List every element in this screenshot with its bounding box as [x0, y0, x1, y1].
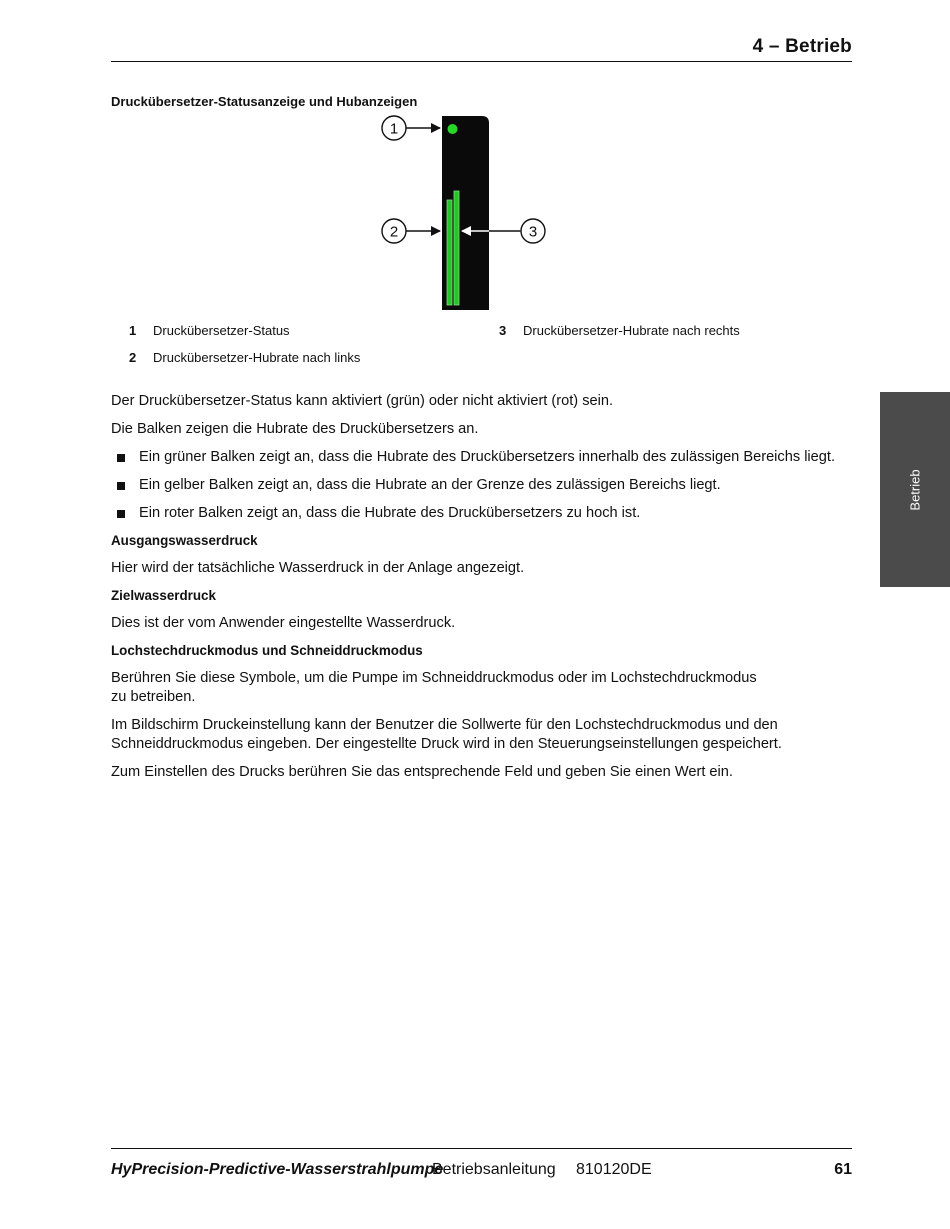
list-item	[111, 504, 852, 523]
paragraph-line: zu betreiben.	[111, 689, 196, 705]
left-stroke-bar	[447, 200, 452, 305]
heading-outlet-pressure: Ausgangswasserdruck	[111, 533, 258, 548]
legend-number: 1	[129, 323, 137, 338]
page-footer	[111, 1161, 852, 1183]
list-item	[111, 448, 852, 467]
bars-paragraph: Die Balken zeigen die Hubrate des Druckübersetzers an.	[111, 421, 479, 437]
legend-text: Druckübersetzer-Hubrate nach rechts	[523, 323, 740, 338]
list-item	[111, 476, 852, 495]
heading-target-pressure: Zielwasserdruck	[111, 588, 216, 603]
legend-number: 2	[129, 350, 137, 365]
section-title: 4 – Betrieb	[752, 36, 852, 57]
legend-text: Druckübersetzer-Hubrate nach links	[153, 350, 361, 365]
right-stroke-bar	[454, 191, 459, 305]
paragraph-line: Schneiddruckmodus eingeben. Der eingestellte Druck wird in den Steuerungseinstellungen gespeichert.	[111, 736, 782, 752]
page-number: 61	[834, 1161, 852, 1178]
footer-document-type: Betriebsanleitung	[432, 1161, 556, 1178]
outlet-pressure-paragraph: Hier wird der tatsächliche Wasserdruck in der Anlage angezeigt.	[111, 560, 525, 576]
callout-3-label: 3	[528, 223, 538, 241]
bullet-square-icon	[117, 454, 125, 462]
paragraph-line: Im Bildschirm Druckeinstellung kann der Benutzer die Sollwerte für den Lochstechdruckmodus und den	[111, 717, 778, 733]
footer-rule	[111, 1148, 852, 1149]
intensifier-indicator-figure	[370, 112, 560, 314]
pressure-modes-paragraph	[111, 669, 852, 707]
list-item-text: Ein roter Balken zeigt an, dass die Hubrate des Druckübersetzers zu hoch ist.	[139, 505, 641, 521]
heading-pressure-modes: Lochstechdruckmodus und Schneiddruckmodus	[111, 643, 423, 658]
status-led	[448, 124, 458, 134]
footer-document-code: 810120DE	[576, 1161, 652, 1178]
callout-1-label: 1	[389, 120, 399, 138]
bar-color-list	[111, 448, 852, 523]
list-item-text: Ein gelber Balken zeigt an, dass die Hubrate an der Grenze des zulässigen Bereichs liegt.	[139, 477, 721, 493]
bullet-square-icon	[117, 482, 125, 490]
pressure-settings-paragraph	[111, 716, 852, 754]
header-rule	[111, 61, 852, 62]
callout-2-label: 2	[389, 223, 399, 241]
side-tab-label: Betrieb	[907, 468, 923, 511]
list-item-text: Ein grüner Balken zeigt an, dass die Hubrate des Druckübersetzers innerhalb des zulässigen Bereichs liegt.	[139, 449, 836, 465]
chapter-side-tab	[880, 392, 950, 587]
legend-text: Druckübersetzer-Status	[153, 323, 290, 338]
status-paragraph: Der Druckübersetzer-Status kann aktiviert (grün) oder nicht aktiviert (rot) sein.	[111, 393, 614, 409]
target-pressure-paragraph: Dies ist der vom Anwender eingestellte Wasserdruck.	[111, 615, 456, 631]
enter-value-paragraph: Zum Einstellen des Drucks berühren Sie das entsprechende Feld und geben Sie einen Wert ein.	[111, 764, 733, 780]
paragraph-line: Berühren Sie diese Symbole, um die Pumpe im Schneiddruckmodus oder im Lochstechdruckmodus	[111, 670, 757, 686]
legend-number: 3	[499, 323, 507, 338]
footer-product-name: HyPrecision-Predictive-Wasserstrahlpumpe	[111, 1161, 444, 1178]
body-content	[111, 392, 852, 791]
bullet-square-icon	[117, 510, 125, 518]
figure-title: Druckübersetzer-Statusanzeige und Hubanzeigen	[111, 94, 418, 109]
